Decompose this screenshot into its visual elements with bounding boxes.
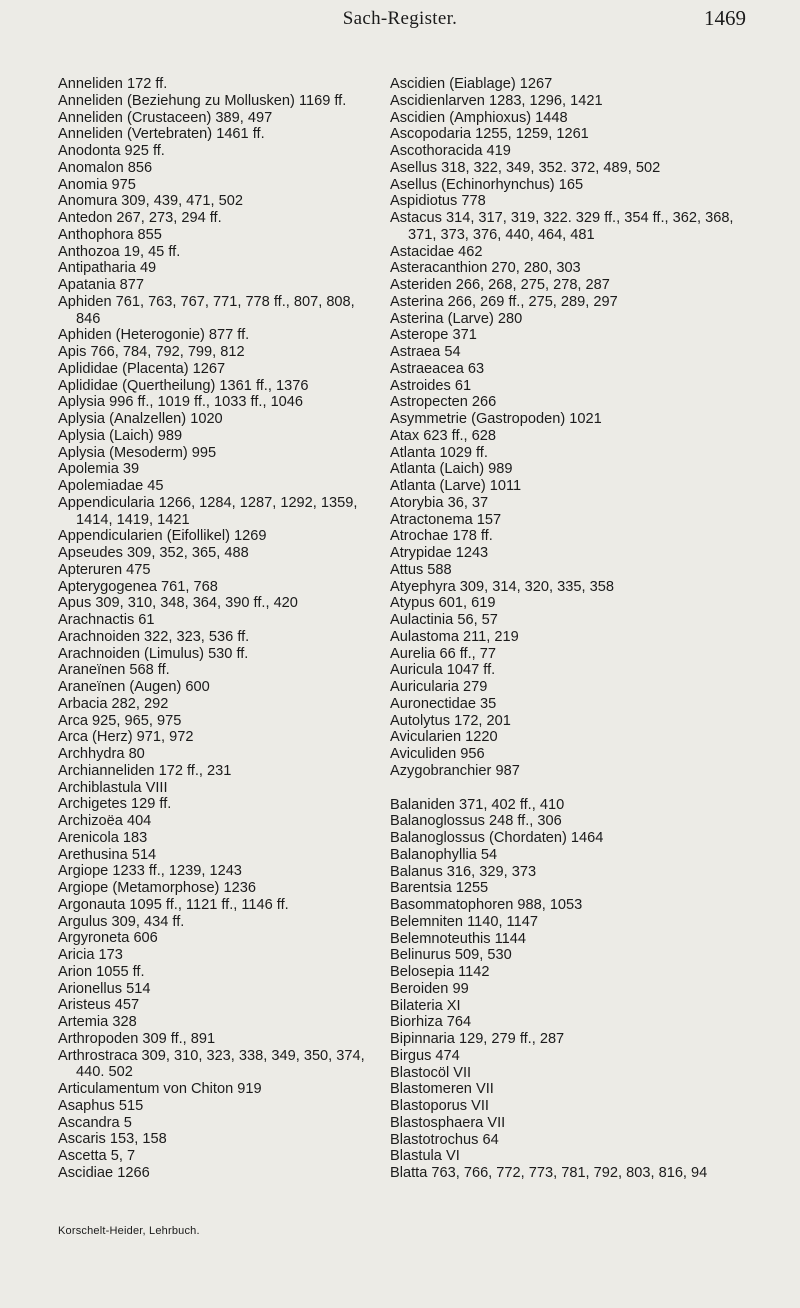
index-entry: Arion 1055 ff.: [58, 963, 145, 980]
index-entry: Appendicularia 1266, 1284, 1287, 1292, 1359, 1414, 1419, 1421: [58, 494, 358, 528]
index-entry: Astacidae 462: [390, 243, 483, 260]
index-entry: Asteracanthion 270, 280, 303: [390, 260, 581, 277]
index-entry: Astacus 314, 317, 319, 322. 329 ff., 354 ff., 362, 368, 371, 373, 376, 440, 464, 481: [390, 210, 734, 243]
page-number: 1469: [704, 6, 746, 30]
index-entry: Aulastoma 211, 219: [390, 628, 519, 645]
index-entry: Balanus 316, 329, 373: [390, 863, 537, 880]
index-entry: Aspidiotus 778: [390, 193, 486, 210]
index-entry: Ascandra 5: [58, 1114, 132, 1131]
index-entry: Ascopodaria 1255, 1259, 1261: [390, 126, 589, 143]
index-entry: Blastomeren VII: [390, 1081, 494, 1098]
index-entry: Apterygogenea 761, 768: [58, 578, 218, 595]
index-entry: Anthophora 855: [58, 226, 162, 243]
index-entry: Aurelia 66 ff., 77: [390, 645, 497, 662]
index-entry: Blastotrochus 64: [390, 1131, 499, 1148]
index-entry: Blastosphaera VII: [390, 1114, 506, 1131]
index-column-right: [390, 76, 758, 1182]
index-entry: Ascidiae 1266: [58, 1164, 150, 1181]
index-entry: Atrochae 178 ff.: [390, 528, 493, 545]
index-entry: Aplididae (Placenta) 1267: [58, 360, 226, 377]
index-entry: Aristeus 457: [58, 997, 140, 1014]
index-entry: Anneliden (Crustaceen) 389, 497: [58, 109, 273, 126]
index-entry: Argiope 1233 ff., 1239, 1243: [58, 863, 242, 880]
index-entry: Arca 925, 965, 975: [58, 712, 182, 729]
index-entry: Aplysia 996 ff., 1019 ff., 1033 ff., 1046: [58, 394, 304, 411]
index-entry: Arachnoiden (Limulus) 530 ff.: [58, 645, 249, 662]
index-entry: Aplysia (Analzellen) 1020: [58, 411, 223, 427]
index-entry: Arachnactis 61: [58, 612, 155, 628]
index-entry: Asymmetrie (Gastropoden) 1021: [390, 411, 602, 427]
index-entry: Asaphus 515: [58, 1097, 144, 1114]
index-entry: Appendicularien (Eifollikel) 1269: [58, 528, 267, 545]
index-entry: Ascetta 5, 7: [58, 1148, 136, 1164]
index-entry: Apatania 877: [58, 277, 145, 293]
index-entry: Anneliden 172 ff.: [58, 76, 168, 92]
index-entry: Asellus 318, 322, 349, 352. 372, 489, 502: [390, 159, 661, 176]
index-entry: Barentsia 1255: [390, 880, 489, 897]
index-entry: Aviculiden 956: [390, 746, 485, 762]
index-entry: Biorhiza 764: [390, 1014, 472, 1031]
index-entry: Anthozoa 19, 45 ff.: [58, 243, 181, 260]
index-entry: Atyephyra 309, 314, 320, 335, 358: [390, 578, 614, 595]
index-entry: Archigetes 129 ff.: [58, 796, 172, 813]
index-entry: Blastocöl VII: [390, 1064, 472, 1081]
index-entry: Apis 766, 784, 792, 799, 812: [58, 344, 245, 360]
index-entry: Astropecten 266: [390, 394, 497, 411]
index-entry: Asteriden 266, 268, 275, 278, 287: [390, 277, 610, 293]
index-entry: Attus 588: [390, 561, 452, 578]
index-entry: Aplysia (Mesoderm) 995: [58, 444, 217, 461]
index-entry: Apolemiadae 45: [58, 478, 164, 494]
index-entry: Balanoglossus 248 ff., 306: [390, 813, 562, 830]
page-header: [0, 4, 800, 34]
index-entry: Artemia 328: [58, 1014, 137, 1030]
index-entry: Bipinnaria 129, 279 ff., 287: [390, 1031, 565, 1047]
index-entry: Argonauta 1095 ff., 1121 ff., 1146 ff.: [58, 896, 289, 913]
index-entry: Atlanta 1029 ff.: [390, 444, 488, 461]
index-entry: Ascothoracida 419: [390, 143, 511, 159]
index-entry: Balanophyllia 54: [390, 846, 498, 863]
index-entry: Articulamentum von Chiton 919: [58, 1081, 262, 1097]
index-entry: Antipatharia 49: [58, 260, 157, 277]
index-entry: Archhydra 80: [58, 746, 145, 762]
index-entry: Araneïnen (Augen) 600: [58, 679, 210, 695]
index-entry: Anneliden (Vertebraten) 1461 ff.: [58, 126, 265, 143]
index-entry: Archiblastula VIII: [58, 779, 168, 796]
index-entry: Belemniten 1140, 1147: [390, 913, 538, 930]
index-entry: Auronectidae 35: [390, 695, 497, 712]
index-entry: Aplysia (Laich) 989: [58, 427, 183, 444]
index-entry: Archizoëa 404: [58, 813, 152, 829]
index-entry: Blatta 763, 766, 772, 773, 781, 792, 803, 816, 94: [390, 1165, 708, 1181]
index-entry: Auricula 1047 ff.: [390, 662, 496, 679]
index-entry: Araneïnen 568 ff.: [58, 662, 170, 679]
index-entry: Argyroneta 606: [58, 930, 158, 947]
index-entry: Aplididae (Quertheilung) 1361 ff., 1376: [58, 377, 309, 394]
index-entry: Asellus (Echinorhynchus) 165: [390, 176, 584, 193]
index-entry: Aricia 173: [58, 947, 123, 963]
index-entry: Archianneliden 172 ff., 231: [58, 762, 232, 779]
index-entry: Anomalon 856: [58, 159, 153, 176]
index-entry: Astroides 61: [390, 377, 472, 394]
footer-signature: Korschelt-Heider, Lehrbuch.: [58, 1225, 200, 1237]
index-entry: Anomia 975: [58, 176, 136, 193]
index-entry: Atrypidae 1243: [390, 545, 489, 561]
index-entry: Arthrostraca 309, 310, 323, 338, 349, 350, 374, 440. 502: [58, 1047, 365, 1081]
index-entry: Atlanta (Larve) 1011: [390, 478, 522, 494]
index-entry: Arethusina 514: [58, 846, 157, 863]
index-entry: Atypus 601, 619: [390, 595, 496, 612]
index-entry: Arachnoiden 322, 323, 536 ff.: [58, 628, 250, 645]
index-entry: Balanoglossus (Chordaten) 1464: [390, 830, 604, 846]
index-entry: Apolemia 39: [58, 461, 140, 478]
index-entry: Aulactinia 56, 57: [390, 612, 498, 628]
page-title: Sach-Register.: [342, 8, 458, 29]
index-entry: Apus 309, 310, 348, 364, 390 ff., 420: [58, 595, 298, 612]
index-entry: Ascaris 153, 158: [58, 1131, 167, 1148]
index-entry: Atorybia 36, 37: [390, 494, 489, 511]
index-entry: Basommatophoren 988, 1053: [390, 897, 583, 913]
index-entry: Belosepia 1142: [390, 964, 490, 980]
index-entry: Antedon 267, 273, 294 ff.: [58, 210, 222, 226]
index-entry: Arionellus 514: [58, 980, 151, 997]
index-entry: Blastoporus VII: [390, 1098, 489, 1114]
index-entry: Belinurus 509, 530: [390, 947, 512, 964]
index-entry: Arenicola 183: [58, 829, 148, 846]
index-entry: Apteruren 475: [58, 561, 151, 578]
index-entry: Aphiden 761, 763, 767, 771, 778 ff., 807, 808, 846: [58, 293, 355, 327]
index-entry: Anomura 309, 439, 471, 502: [58, 193, 243, 210]
index-entry: Aphiden (Heterogonie) 877 ff.: [58, 327, 250, 344]
index-entry: Atlanta (Laich) 989: [390, 461, 513, 478]
index-entry: Auricularia 279: [390, 679, 488, 695]
index-entry: Bilateria XI: [390, 997, 461, 1014]
index-entry: Arbacia 282, 292: [58, 695, 169, 712]
index-entry: Atractonema 157: [390, 511, 502, 528]
index-entry: Apseudes 309, 352, 365, 488: [58, 545, 249, 561]
index-entry: Ascidienlarven 1283, 1296, 1421: [390, 92, 603, 109]
index-entry: Atax 623 ff., 628: [390, 427, 497, 444]
index-entry: Avicularien 1220: [390, 729, 498, 746]
index-entry: Blastula VI: [390, 1148, 460, 1165]
index-entry: Asterina 266, 269 ff., 275, 289, 297: [390, 293, 618, 310]
index-column-left: [58, 76, 376, 1182]
index-entry: Argulus 309, 434 ff.: [58, 913, 185, 930]
index-entry: Ascidien (Amphioxus) 1448: [390, 109, 568, 126]
index-entry: Astraeacea 63: [390, 360, 485, 377]
index-entry: Anodonta 925 ff.: [58, 143, 165, 159]
index-entry: Astraea 54: [390, 344, 461, 360]
index-entry: Balaniden 371, 402 ff., 410: [390, 796, 565, 813]
index-entry: Belemnoteuthis 1144: [390, 930, 527, 947]
index-entry: Asterina (Larve) 280: [390, 310, 523, 327]
index-entry: Azygobranchier 987: [390, 762, 520, 779]
index-entry: Beroiden 99: [390, 980, 469, 997]
index-entry: Arthropoden 309 ff., 891: [58, 1030, 216, 1047]
index-entry: Anneliden (Beziehung zu Mollusken) 1169 ff.: [58, 92, 347, 109]
index-entry: Asterope 371: [390, 327, 477, 344]
index-entry: Ascidien (Eiablage) 1267: [390, 76, 553, 92]
index-entry: Autolytus 172, 201: [390, 712, 511, 729]
index-entry: Arca (Herz) 971, 972: [58, 729, 194, 746]
index-entry: Birgus 474: [390, 1047, 460, 1064]
index-entry: Argiope (Metamorphose) 1236: [58, 880, 256, 896]
